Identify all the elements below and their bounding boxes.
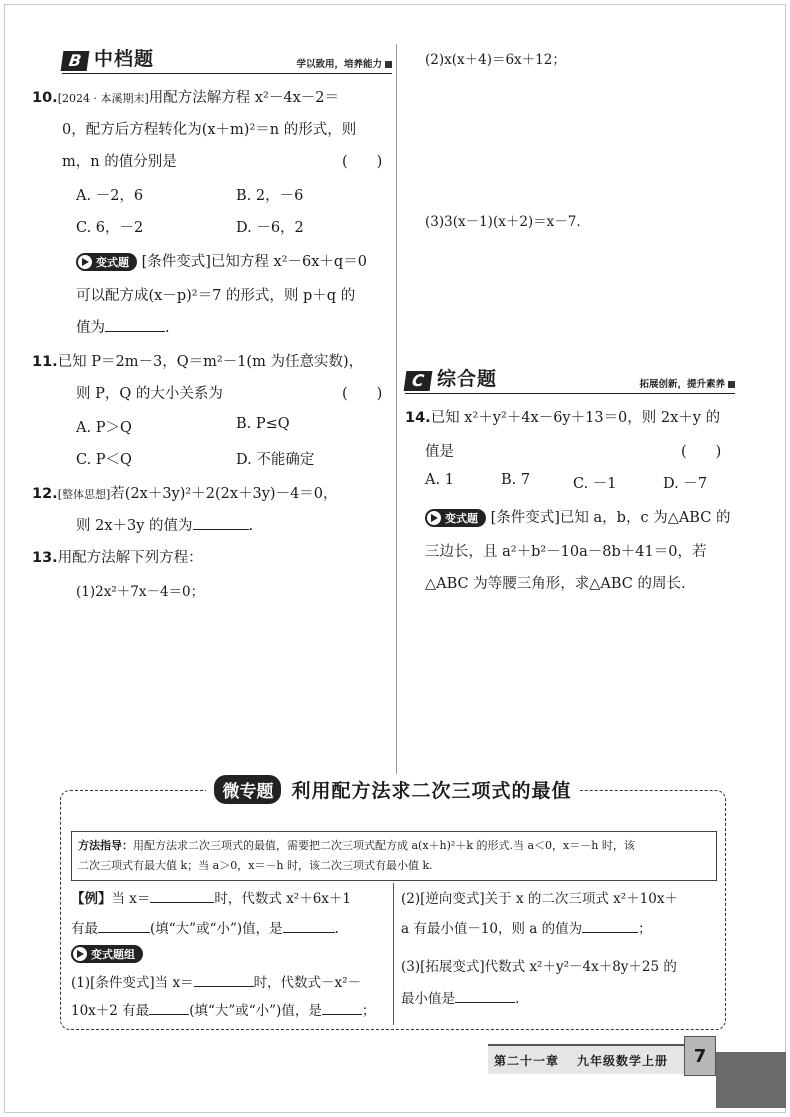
q14-variant-line3: △ABC 为等腰三角形，求△ABC 的周长. xyxy=(425,576,686,592)
micro-topic-badge: 微专题 xyxy=(214,775,281,804)
section-c-badge: C xyxy=(404,371,433,391)
q10-option-b: B. 2，－6 xyxy=(236,188,304,204)
answer-blank[interactable] xyxy=(150,889,214,903)
answer-blank[interactable] xyxy=(194,973,254,987)
section-b-subtitle: 学以致用，培养能力 xyxy=(296,56,392,70)
page-footer xyxy=(488,1044,688,1074)
variant-badge: 变式题 xyxy=(425,509,486,527)
answer-blank[interactable] xyxy=(105,318,165,332)
q14-variant-line2: 三边长，且 a²＋b²－10a－8b＋41＝0，若 xyxy=(425,544,707,560)
left-column xyxy=(32,44,392,600)
q10-variant-line1: 变式题 [条件变式]已知方程 x²－6x＋q＝0 xyxy=(76,250,367,271)
section-b-badge: B xyxy=(61,51,90,71)
answer-blank[interactable] xyxy=(582,919,638,933)
q13-part3: (3)3(x－1)(x＋2)＝x－7. xyxy=(425,214,581,230)
example-line1: 【例】当 x＝ 时，代数式 x²＋6x＋1 xyxy=(71,891,352,907)
answer-blank[interactable] xyxy=(283,919,335,933)
footer-book: 九年级数学上册 xyxy=(577,1053,669,1068)
answer-blank[interactable] xyxy=(193,516,249,530)
method-line1: 方法指导：用配方法求二次三项式的最值，需要把二次三项式配方成 a(x＋h)²＋k 的形式.当 a＜0，x＝－h 时，该 xyxy=(78,839,635,852)
micro-topic-header xyxy=(61,775,725,804)
q10-line2: 0，配方后方程转化为(x＋m)²＝n 的形式，则 xyxy=(62,122,357,138)
variant1-line1: (1)[条件变式]当 x＝ 时，代数式－x²－ xyxy=(71,975,362,991)
method-guide xyxy=(71,831,717,881)
q10-line3: m，n 的值分别是 xyxy=(62,154,177,170)
variant1-line2: 10x＋2 有最 (填“大”或“小”)值，是 ； xyxy=(71,1003,376,1019)
micro-topic-box xyxy=(60,780,726,1030)
q11-line2: 则 P，Q 的大小关系为 xyxy=(76,386,223,402)
q12-line1: 12.[整体思想]若(2x＋3y)²＋2(2x＋3y)－4＝0， xyxy=(32,486,338,502)
q11-option-d: D. 不能确定 xyxy=(236,452,315,468)
variant-group-label xyxy=(71,945,143,963)
variant-badge: 变式题 xyxy=(76,253,137,271)
column-divider xyxy=(396,44,397,774)
q10-option-c: C. 6，－2 xyxy=(76,220,144,236)
q11-paren: ( ) xyxy=(342,386,383,402)
q14-option-d: D. －7 xyxy=(663,476,708,492)
q10-paren: ( ) xyxy=(342,154,383,170)
arrow-icon xyxy=(427,511,441,525)
q14-option-b: B. 7 xyxy=(501,472,531,488)
variant2-line2: a 有最小值－10，则 a 的值为 ； xyxy=(401,921,652,937)
q11-option-c: C. P＜Q xyxy=(76,452,132,468)
q14-option-c: C. －1 xyxy=(573,476,617,492)
micro-divider xyxy=(393,883,394,1025)
example-line2: 有最 (填“大”或“小”)值，是 . xyxy=(71,921,339,937)
answer-blank[interactable] xyxy=(455,989,515,1003)
section-b-title: 中档题 xyxy=(94,48,155,70)
q14-variant-line1: 变式题 [条件变式]已知 a，b，c 为△ABC 的 xyxy=(425,506,730,527)
section-c-subtitle: 拓展创新，提升素养 xyxy=(639,376,735,390)
arrow-icon xyxy=(73,947,87,961)
variant-group-badge: 变式题组 xyxy=(71,945,143,963)
q11-option-a: A. P＞Q xyxy=(76,420,132,436)
section-c-title: 综合题 xyxy=(437,368,498,390)
answer-blank[interactable] xyxy=(322,1001,362,1015)
arrow-icon xyxy=(78,255,92,269)
q14-option-a: A. 1 xyxy=(425,472,454,488)
q11-option-b: B. P≤Q xyxy=(236,416,290,432)
micro-topic-title: 利用配方法求二次三项式的最值 xyxy=(291,780,572,802)
q13-line1: 13.用配方法解下列方程： xyxy=(32,550,203,566)
q10-line1: 10.[2024 · 本溪期末]用配方法解方程 x²－4x－2＝ xyxy=(32,90,339,106)
page-edge-tab xyxy=(716,1052,786,1108)
method-line2: 二次三项式有最大值 k；当 a＞0，x＝－h 时，该二次三项式有最小值 k. xyxy=(78,859,433,872)
q10-variant-line2: 可以配方成(x－p)²＝7 的形式，则 p＋q 的 xyxy=(76,288,356,304)
q14-paren: ( ) xyxy=(681,444,722,460)
page-number: 7 xyxy=(684,1036,716,1076)
q13-part1: (1)2x²＋7x－4＝0； xyxy=(76,584,205,600)
footer-chapter: 第二十一章 xyxy=(494,1053,560,1068)
q11-line1: 11.已知 P＝2m－3，Q＝m²－1(m 为任意实数)， xyxy=(32,354,364,370)
q14-line2: 值是 xyxy=(425,444,454,460)
q10-variant-line3: 值为 . xyxy=(76,320,170,336)
answer-blank[interactable] xyxy=(149,1001,189,1015)
q10-option-a: A. －2，6 xyxy=(76,188,144,204)
variant3-line2: 最小值是 . xyxy=(401,991,520,1007)
section-b-header xyxy=(62,44,392,74)
answer-blank[interactable] xyxy=(98,919,150,933)
q12-line2: 则 2x＋3y 的值为 . xyxy=(76,518,254,534)
q10-option-d: D. －6，2 xyxy=(236,220,304,236)
variant3-line1: (3)[拓展变式]代数式 x²＋y²－4x＋8y＋25 的 xyxy=(401,959,677,975)
q13-part2: (2)x(x＋4)＝6x＋12； xyxy=(425,52,566,68)
variant2-line1: (2)[逆向变式]关于 x 的二次三项式 x²＋10x＋ xyxy=(401,891,678,907)
q14-line1: 14.已知 x²＋y²＋4x－6y＋13＝0，则 2x＋y 的 xyxy=(405,410,721,426)
section-c-header xyxy=(405,364,735,394)
